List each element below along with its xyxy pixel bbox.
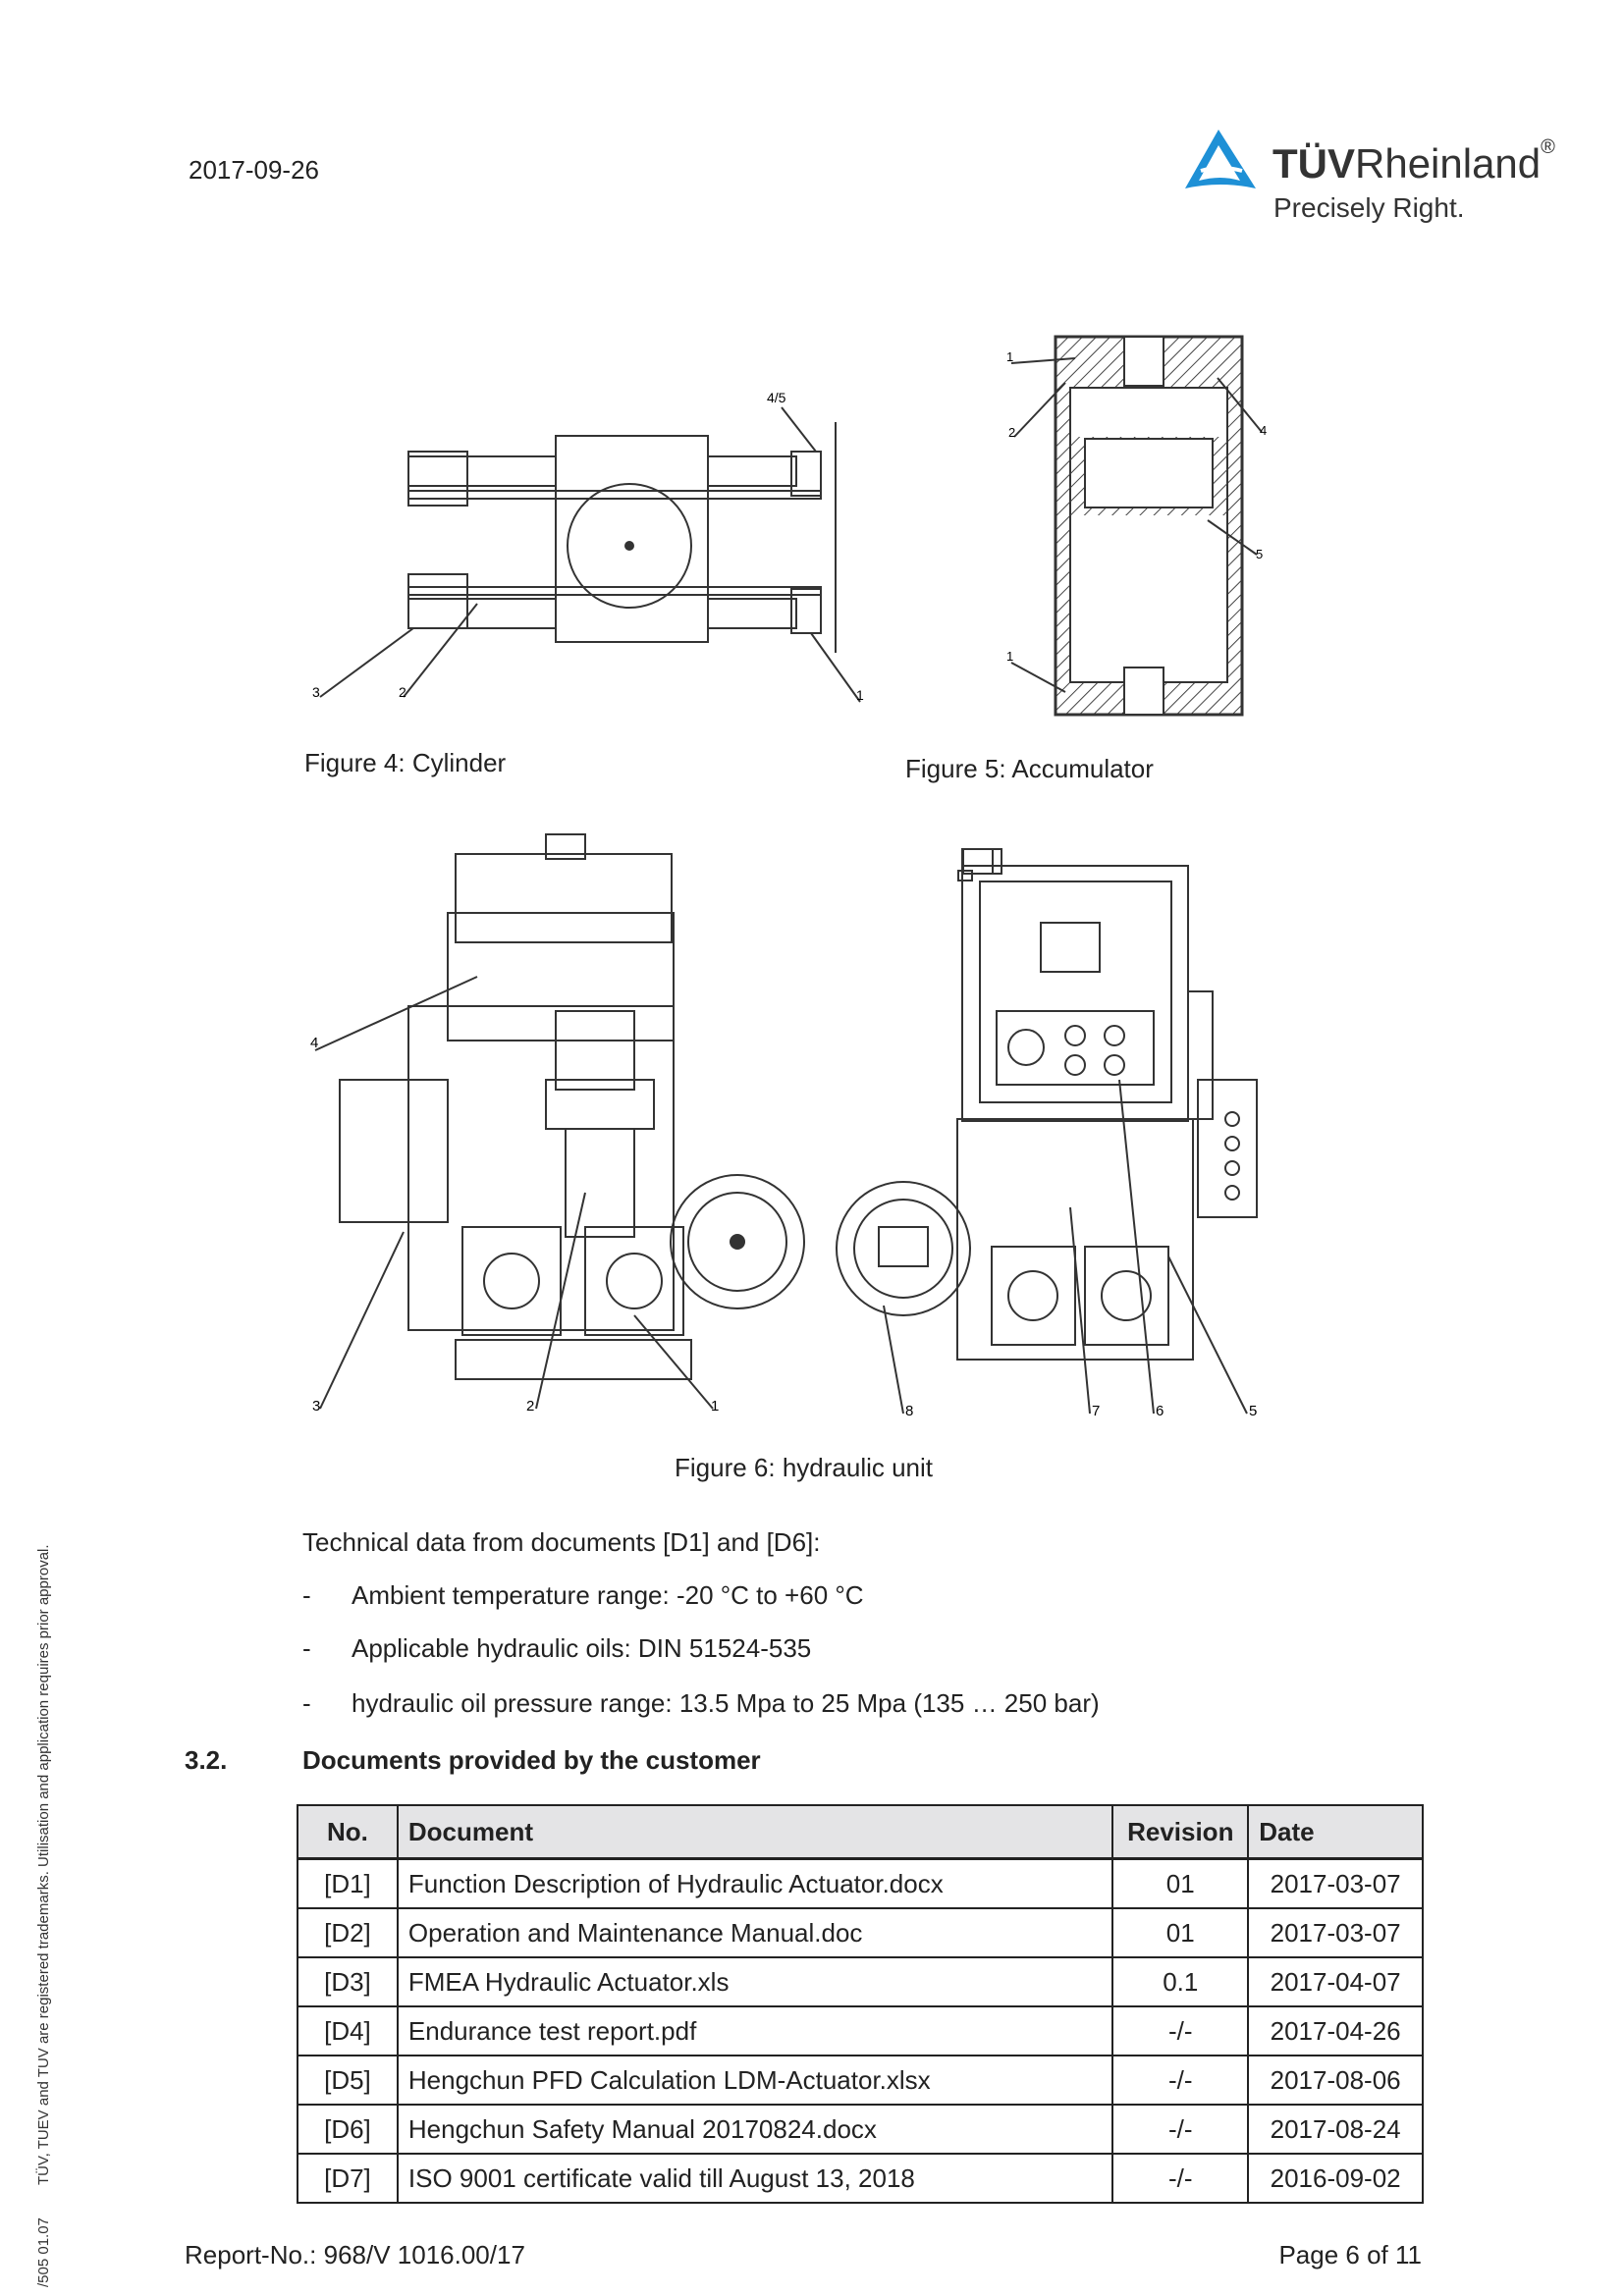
figure-4-caption: Figure 4: Cylinder xyxy=(304,748,507,777)
revision-cell: -/- xyxy=(1112,2105,1248,2154)
figure-label: 5 xyxy=(1256,547,1264,561)
revision-cell: 0.1 xyxy=(1112,1957,1248,2006)
figure-5-caption: Figure 5: Accumulator xyxy=(905,754,1154,783)
table-row xyxy=(298,1908,1423,1957)
logo-wordmark: TÜVRheinland® xyxy=(1272,136,1555,187)
logo-tagline: Precisely Right. xyxy=(1273,192,1465,223)
figure-label: 4 xyxy=(1260,423,1268,438)
table-row xyxy=(298,2056,1423,2105)
table-row xyxy=(298,1957,1423,2006)
doc-name-cell: Endurance test report.pdf xyxy=(398,2006,1112,2056)
revision-cell: -/- xyxy=(1112,2056,1248,2105)
revision-cell: -/- xyxy=(1112,2154,1248,2203)
tuv-logo-icon xyxy=(1181,126,1260,194)
doc-number-cell: [D7] xyxy=(298,2154,398,2203)
table-row xyxy=(298,1859,1423,1909)
doc-name-cell: ISO 9001 certificate valid till August 13, 2018 xyxy=(398,2154,1112,2203)
doc-number-cell: [D3] xyxy=(298,1957,398,2006)
figure-label: 2 xyxy=(1008,425,1016,440)
form-code: /505 01.07 xyxy=(35,2217,52,2287)
column-header: Revision xyxy=(1112,1805,1248,1859)
doc-number-cell: [D6] xyxy=(298,2105,398,2154)
doc-name-cell: Hengchun Safety Manual 20170824.docx xyxy=(398,2105,1112,2154)
figure-label: 1 xyxy=(711,1398,720,1415)
figure-label: 1 xyxy=(856,687,864,703)
figure-label: 5 xyxy=(1249,1403,1258,1419)
date-cell: 2017-08-06 xyxy=(1248,2056,1423,2105)
figure-label: 2 xyxy=(399,684,406,700)
date-cell: 2016-09-02 xyxy=(1248,2154,1423,2203)
report-number: Report-No.: 968/V 1016.00/17 xyxy=(185,2240,525,2269)
technical-data-intro: Technical data from documents [D1] and [D6]: xyxy=(302,1527,821,1557)
doc-number-cell: [D2] xyxy=(298,1908,398,1957)
figure-label: 1 xyxy=(1006,349,1014,364)
table-row xyxy=(298,2105,1423,2154)
table-row xyxy=(298,2006,1423,2056)
figure-label: 4/5 xyxy=(767,390,786,405)
figure-label: 3 xyxy=(312,684,320,700)
date-cell: 2017-08-24 xyxy=(1248,2105,1423,2154)
figure-label: 1 xyxy=(1006,649,1014,664)
doc-number-cell: [D4] xyxy=(298,2006,398,2056)
column-header: Document xyxy=(398,1805,1112,1859)
date-cell: 2017-03-07 xyxy=(1248,1908,1423,1957)
revision-cell: 01 xyxy=(1112,1859,1248,1909)
section-title: Documents provided by the customer xyxy=(302,1745,761,1775)
figure-label: 4 xyxy=(310,1035,319,1051)
doc-number-cell: [D5] xyxy=(298,2056,398,2105)
figure-5-accumulator-drawing xyxy=(1006,329,1281,721)
documents-table xyxy=(297,1804,1424,2204)
page-number: Page 6 of 11 xyxy=(1278,2240,1422,2269)
figure-6-right-unit-drawing xyxy=(805,844,1306,1423)
figure-label: 6 xyxy=(1156,1403,1164,1419)
revision-cell: 01 xyxy=(1112,1908,1248,1957)
trademark-note: TÜV, TUEV and TUV are registered trademarks. Utilisation and application requires prior approval. xyxy=(35,1544,52,2185)
doc-name-cell: Operation and Maintenance Manual.doc xyxy=(398,1908,1112,1957)
revision-cell: -/- xyxy=(1112,2006,1248,2056)
figure-6-caption: Figure 6: hydraulic unit xyxy=(675,1453,934,1482)
section-number: 3.2. xyxy=(185,1745,228,1775)
column-header: Date xyxy=(1248,1805,1423,1859)
figure-4-cylinder-drawing xyxy=(310,373,870,712)
date-cell: 2017-03-07 xyxy=(1248,1859,1423,1909)
document-date: 2017-09-26 xyxy=(189,155,319,185)
table-header-row xyxy=(298,1805,1423,1859)
table-row xyxy=(298,2154,1423,2203)
figure-label: 7 xyxy=(1092,1403,1101,1419)
date-cell: 2017-04-26 xyxy=(1248,2006,1423,2056)
date-cell: 2017-04-07 xyxy=(1248,1957,1423,2006)
figure-label: 2 xyxy=(526,1398,535,1415)
figure-label: 8 xyxy=(905,1403,914,1419)
doc-name-cell: Function Description of Hydraulic Actuator.docx xyxy=(398,1859,1112,1909)
doc-number-cell: [D1] xyxy=(298,1859,398,1909)
figure-label: 3 xyxy=(312,1398,321,1415)
doc-name-cell: Hengchun PFD Calculation LDM-Actuator.xlsx xyxy=(398,2056,1112,2105)
column-header: No. xyxy=(298,1805,398,1859)
doc-name-cell: FMEA Hydraulic Actuator.xls xyxy=(398,1957,1112,2006)
